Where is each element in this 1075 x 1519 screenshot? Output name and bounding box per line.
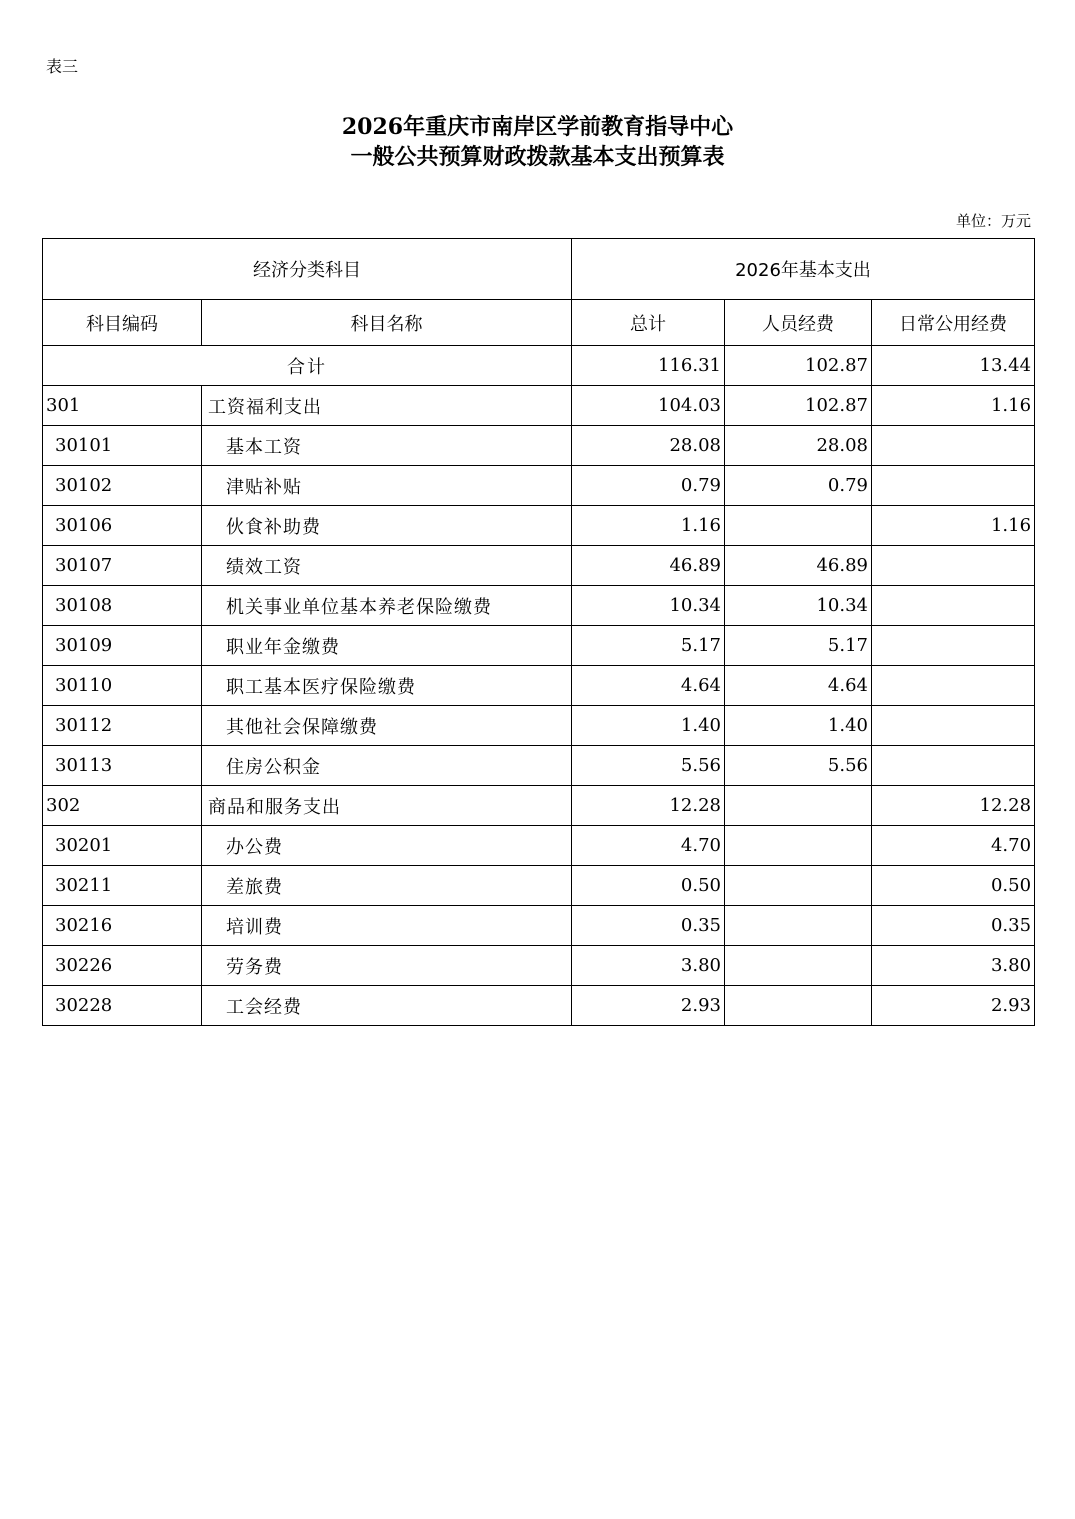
table-row <box>43 906 1035 946</box>
cell-total: 4.64 <box>572 666 725 706</box>
cell-total: 46.89 <box>572 546 725 586</box>
cell-code: 30113 <box>43 746 202 786</box>
cell-code: 30108 <box>43 586 202 626</box>
cell-name: 其他社会保障缴费 <box>202 706 572 746</box>
cell-personnel <box>725 506 872 546</box>
cell-personnel <box>725 906 872 946</box>
header-row-2 <box>43 300 1035 346</box>
header-basic-expense: 2026年基本支出 <box>572 239 1035 300</box>
cell-code: 30228 <box>43 986 202 1026</box>
header-economic-class: 经济分类科目 <box>43 239 572 300</box>
cell-total: 3.80 <box>572 946 725 986</box>
title-line-1: 2026年重庆市南岸区学前教育指导中心 <box>341 114 734 140</box>
unit-label: 单位：万元 <box>955 212 1031 230</box>
table-row <box>43 626 1035 666</box>
cell-code: 302 <box>43 786 202 826</box>
total-public: 13.44 <box>872 346 1035 386</box>
cell-name: 差旅费 <box>202 866 572 906</box>
cell-total: 5.56 <box>572 746 725 786</box>
cell-name: 住房公积金 <box>202 746 572 786</box>
cell-public <box>872 706 1035 746</box>
cell-personnel: 10.34 <box>725 586 872 626</box>
cell-public <box>872 746 1035 786</box>
cell-public: 1.16 <box>872 386 1035 426</box>
cell-total: 1.40 <box>572 706 725 746</box>
table-label: 表三 <box>46 57 79 76</box>
cell-name: 劳务费 <box>202 946 572 986</box>
cell-name: 职工基本医疗保险缴费 <box>202 666 572 706</box>
cell-public <box>872 586 1035 626</box>
table-row <box>43 466 1035 506</box>
cell-public <box>872 666 1035 706</box>
header-code: 科目编码 <box>43 300 202 346</box>
cell-total: 12.28 <box>572 786 725 826</box>
table-row <box>43 866 1035 906</box>
cell-total: 2.93 <box>572 986 725 1026</box>
cell-personnel: 5.17 <box>725 626 872 666</box>
cell-name: 工资福利支出 <box>202 386 572 426</box>
cell-personnel <box>725 986 872 1026</box>
cell-name: 伙食补助费 <box>202 506 572 546</box>
cell-public <box>872 466 1035 506</box>
cell-public: 0.50 <box>872 866 1035 906</box>
cell-name: 职业年金缴费 <box>202 626 572 666</box>
cell-total: 0.35 <box>572 906 725 946</box>
cell-public: 2.93 <box>872 986 1035 1026</box>
cell-code: 30110 <box>43 666 202 706</box>
cell-code: 30216 <box>43 906 202 946</box>
table-row <box>43 506 1035 546</box>
cell-code: 30226 <box>43 946 202 986</box>
cell-total: 4.70 <box>572 826 725 866</box>
table-row <box>43 946 1035 986</box>
cell-total: 0.50 <box>572 866 725 906</box>
cell-name: 商品和服务支出 <box>202 786 572 826</box>
cell-public: 0.35 <box>872 906 1035 946</box>
cell-name: 工会经费 <box>202 986 572 1026</box>
cell-public: 4.70 <box>872 826 1035 866</box>
cell-public <box>872 626 1035 666</box>
table-row <box>43 666 1035 706</box>
table-row <box>43 786 1035 826</box>
cell-total: 0.79 <box>572 466 725 506</box>
cell-name: 机关事业单位基本养老保险缴费 <box>202 586 572 626</box>
cell-name: 基本工资 <box>202 426 572 466</box>
cell-total: 5.17 <box>572 626 725 666</box>
table-row <box>43 426 1035 466</box>
cell-personnel <box>725 786 872 826</box>
header-name: 科目名称 <box>202 300 572 346</box>
cell-code: 30211 <box>43 866 202 906</box>
header-row-1 <box>43 239 1035 300</box>
header-total: 总计 <box>572 300 725 346</box>
budget-table <box>42 238 1035 1026</box>
cell-code: 30201 <box>43 826 202 866</box>
cell-total: 10.34 <box>572 586 725 626</box>
cell-personnel: 28.08 <box>725 426 872 466</box>
cell-code: 30101 <box>43 426 202 466</box>
cell-personnel: 0.79 <box>725 466 872 506</box>
cell-public: 1.16 <box>872 506 1035 546</box>
document-title <box>0 112 1075 172</box>
cell-personnel <box>725 946 872 986</box>
table-row <box>43 546 1035 586</box>
cell-name: 办公费 <box>202 826 572 866</box>
cell-code: 30112 <box>43 706 202 746</box>
table-row <box>43 586 1035 626</box>
header-personnel: 人员经费 <box>725 300 872 346</box>
header-public: 日常公用经费 <box>872 300 1035 346</box>
cell-total: 1.16 <box>572 506 725 546</box>
cell-public: 3.80 <box>872 946 1035 986</box>
cell-public <box>872 426 1035 466</box>
cell-code: 30106 <box>43 506 202 546</box>
table-row <box>43 706 1035 746</box>
total-row <box>43 346 1035 386</box>
total-total: 116.31 <box>572 346 725 386</box>
table-row <box>43 826 1035 866</box>
cell-total: 28.08 <box>572 426 725 466</box>
cell-personnel: 102.87 <box>725 386 872 426</box>
total-personnel: 102.87 <box>725 346 872 386</box>
cell-code: 301 <box>43 386 202 426</box>
table-row <box>43 986 1035 1026</box>
cell-total: 104.03 <box>572 386 725 426</box>
cell-personnel: 1.40 <box>725 706 872 746</box>
cell-public <box>872 546 1035 586</box>
cell-personnel: 4.64 <box>725 666 872 706</box>
cell-name: 津贴补贴 <box>202 466 572 506</box>
cell-personnel: 5.56 <box>725 746 872 786</box>
cell-public: 12.28 <box>872 786 1035 826</box>
cell-code: 30102 <box>43 466 202 506</box>
cell-code: 30107 <box>43 546 202 586</box>
cell-name: 培训费 <box>202 906 572 946</box>
total-label: 合计 <box>43 346 572 386</box>
cell-code: 30109 <box>43 626 202 666</box>
cell-personnel <box>725 866 872 906</box>
cell-name: 绩效工资 <box>202 546 572 586</box>
cell-personnel: 46.89 <box>725 546 872 586</box>
cell-personnel <box>725 826 872 866</box>
table-row <box>43 386 1035 426</box>
table-row <box>43 746 1035 786</box>
title-line-2: 一般公共预算财政拨款基本支出预算表 <box>350 144 725 170</box>
